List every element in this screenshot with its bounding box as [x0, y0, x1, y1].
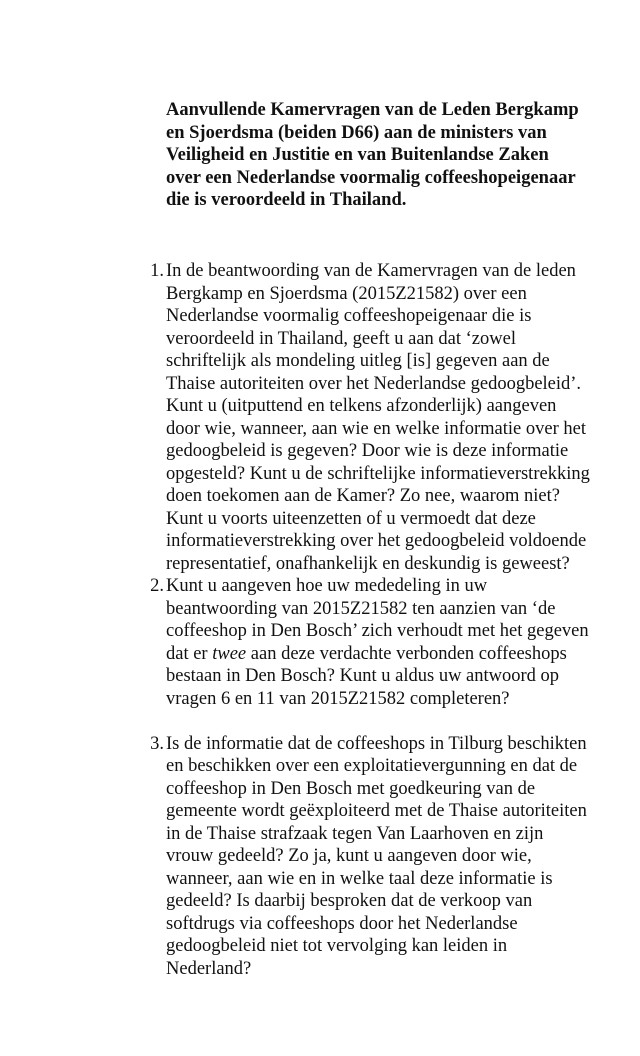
- question-item-3: [150, 733, 591, 981]
- document-title: Aanvullende Kamervragen van de Leden Bergkamp en Sjoerdsma (beiden D66) aan de ministers van Veiligheid en Justitie en van Buitenlandse Zaken over een Nederlandse voormalig coffeeshopeigenaar die is veroordeeld in Thailand.: [166, 100, 579, 210]
- question-text: In de beantwoording van de Kamervragen van de leden Bergkamp en Sjoerdsma (2015Z21582) over een Nederlandse voormalig coffeeshopeigenaar die is veroordeeld in Thailand, geeft u aan dat ‘zowel schriftelijk als mondeling uitleg [is] gegeven aan de Thaise autoriteiten over het Nederlandse gedoogbeleid’. Kunt u (uitputtend en telkens afzonderlijk) aangeven door wie, wanneer, aan wie en welke informatie over het gedoogbeleid is gegeven? Door wie is deze informatie opgesteld? Kunt u de schriftelijke informatieverstrekking doen toekomen aan de Kamer? Zo nee, waarom niet? Kunt u voorts uiteenzetten of u vermoedt dat deze informatieverstrekking over het gedoogbeleid voldoende representatief, onafhankelijk en deskundig is geweest?: [166, 261, 590, 574]
- question-text-part: Kunt u aangeven hoe uw mededeling in uw beantwoording van 2015Z21582 ten aanzien van ‘de coffeeshop in Den Bosch’ zich verhoudt met het gegeven dat er: [166, 576, 589, 664]
- question-number: 2.: [150, 576, 164, 596]
- question-item-2: [150, 575, 591, 710]
- question-item-1: [150, 260, 591, 575]
- question-number: 3.: [150, 733, 164, 754]
- question-text-emphasis: twee: [212, 643, 247, 664]
- question-number: 1.: [150, 261, 164, 281]
- question-list: [150, 260, 591, 980]
- question-text: Is de informatie dat de coffeeshops in Tilburg beschikten en beschikken over een exploitatievergunning en dat de coffeeshop in Den Bosch met goedkeuring van de gemeente wordt geëxploiteerd met de Thaise autoriteiten in de Thaise strafzaak tegen Van Laarhoven en zijn vrouw gedeeld? Zo ja, kunt u aangeven door wie, wanneer, aan wie en in welke taal deze informatie is gedeeld? Is daarbij besproken dat de verkoop van softdrugs via coffeeshops door het Nederlandse gedoogbeleid niet tot vervolging kan leiden in Nederland?: [166, 733, 587, 979]
- question-text-part: aan deze verdachte verbonden coffeeshops bestaan in Den Bosch? Kunt u aldus uw antwoord op vragen 6 en 11 van 2015Z21582 completeren?: [166, 643, 567, 709]
